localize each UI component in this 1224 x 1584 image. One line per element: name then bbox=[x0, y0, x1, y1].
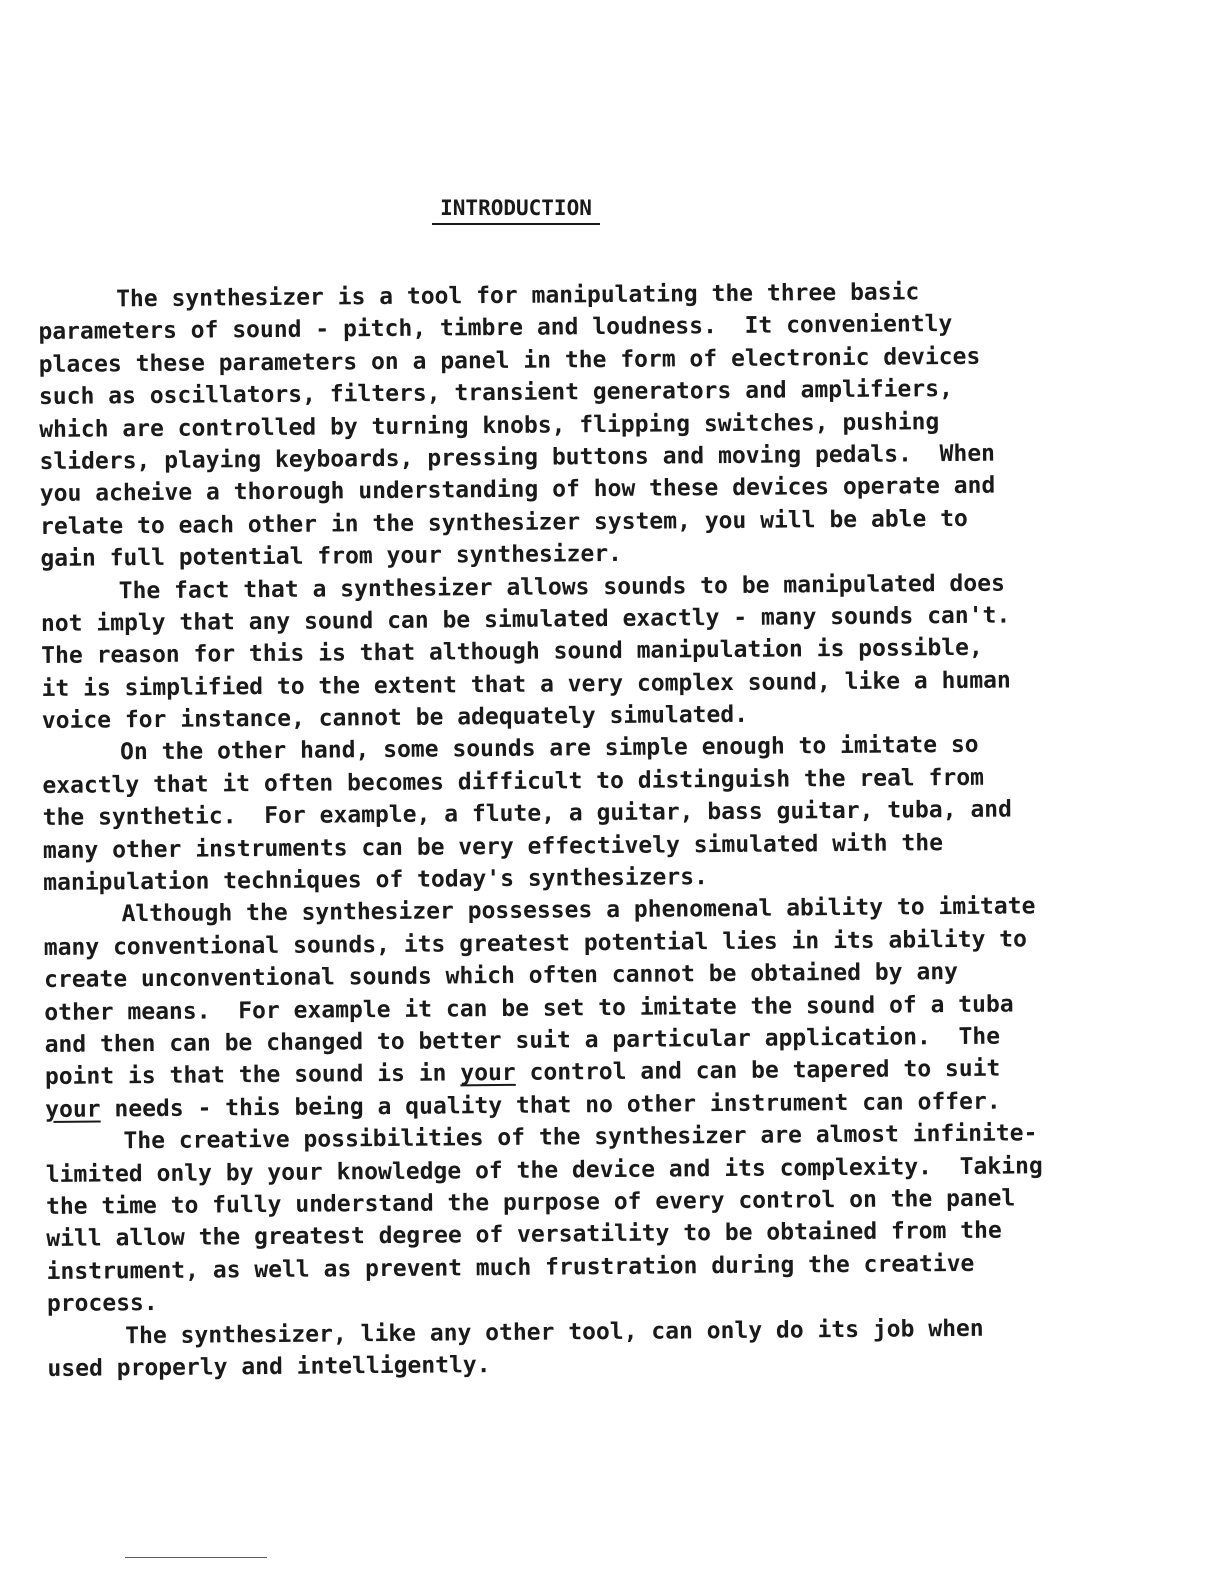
line-text: process. bbox=[46, 1290, 158, 1318]
underlined-word: your bbox=[45, 1096, 101, 1123]
line-text: gain full potential from your synthesizer. bbox=[40, 541, 623, 573]
line-text: not imply that any sound can be simulated exactly - many sounds can't. bbox=[40, 602, 1011, 637]
line-text: The synthesizer is a tool for manipulating the three basic bbox=[116, 279, 920, 313]
line-text-after: control and can be tapered to suit bbox=[515, 1056, 1001, 1087]
line-text: used properly and intelligently. bbox=[47, 1351, 491, 1382]
line-text: The creative possibilities of the synthesizer are almost infinite- bbox=[123, 1120, 1038, 1155]
line-text: Although the synthesizer possesses a phenomenal ability to imitate bbox=[121, 893, 1036, 928]
line-text: places these parameters on a panel in the form of electronic devices bbox=[38, 343, 981, 378]
line-text: The reason for this is that although sound manipulation is possible, bbox=[41, 635, 983, 670]
line-text: sliders, playing keyboards, pressing buttons and moving pedals. When bbox=[39, 440, 996, 475]
line-text: instrument, as well as prevent much frustration during the creative bbox=[46, 1250, 975, 1285]
underlined-word: your bbox=[460, 1060, 516, 1087]
line-text: parameters of sound - pitch, timbre and loudness. It conveniently bbox=[38, 311, 953, 346]
line-text: the synthetic. For example, a flute, a guitar, bass guitar, tuba, and bbox=[42, 796, 1013, 832]
line-text: limited only by your knowledge of the device and its complexity. Taking bbox=[45, 1152, 1043, 1188]
line-text: and then can be changed to better suit a particular application. The bbox=[44, 1023, 1001, 1058]
line-text: will allow the greatest degree of versatility to be obtained from the bbox=[46, 1217, 1002, 1253]
line-text: other means. For example it can be set to imitate the sound of a tuba bbox=[44, 991, 1014, 1026]
line-text-before: point is that the sound is in bbox=[44, 1060, 461, 1091]
line-text: you acheive a thorough understanding of how these devices operate and bbox=[39, 472, 996, 508]
paragraph-indent bbox=[47, 1343, 125, 1344]
line-text: manipulation techniques of today's synthesizers. bbox=[43, 864, 708, 897]
page-title: INTRODUCTION bbox=[432, 196, 600, 225]
line-text: relate to each other in the synthesizer system, you will be able to bbox=[40, 505, 968, 540]
line-text: many conventional sounds, its greatest potential lies in its ability to bbox=[43, 926, 1028, 961]
line-text: which are controlled by turning knobs, flipping switches, pushing bbox=[39, 408, 940, 443]
line-text: voice for instance, cannot be adequately simulated. bbox=[41, 701, 749, 735]
title-block bbox=[402, 196, 630, 225]
line-text-after: needs - this being a quality that no other instrument can offer. bbox=[100, 1088, 1001, 1123]
paragraph-indent bbox=[46, 1148, 124, 1149]
footnote-rule bbox=[125, 1557, 267, 1558]
line-text: the time to fully understand the purpose of every control on the panel bbox=[45, 1185, 1016, 1220]
line-text: it is simplified to the extent that a very complex sound, like a human bbox=[41, 667, 1011, 702]
paragraph-indent bbox=[44, 922, 122, 923]
body-text bbox=[38, 274, 1198, 1385]
paragraph-indent bbox=[38, 306, 116, 307]
paragraph-indent bbox=[42, 760, 120, 761]
line-text: such as oscillators, filters, transient generators and amplifiers, bbox=[38, 376, 953, 411]
line-text: The synthesizer, like any other tool, can only do its job when bbox=[125, 1315, 984, 1349]
line-text: On the other hand, some sounds are simple enough to imitate so bbox=[119, 732, 979, 766]
line-text: The fact that a synthesizer allows sounds to be manipulated does bbox=[118, 570, 1005, 604]
line-text: exactly that it often becomes difficult to distinguish the real from bbox=[42, 764, 985, 799]
line-text: create unconventional sounds which often cannot be obtained by any bbox=[43, 959, 959, 994]
paragraph-indent bbox=[41, 598, 119, 599]
line-text: many other instruments can be very effectively simulated with the bbox=[42, 829, 944, 864]
